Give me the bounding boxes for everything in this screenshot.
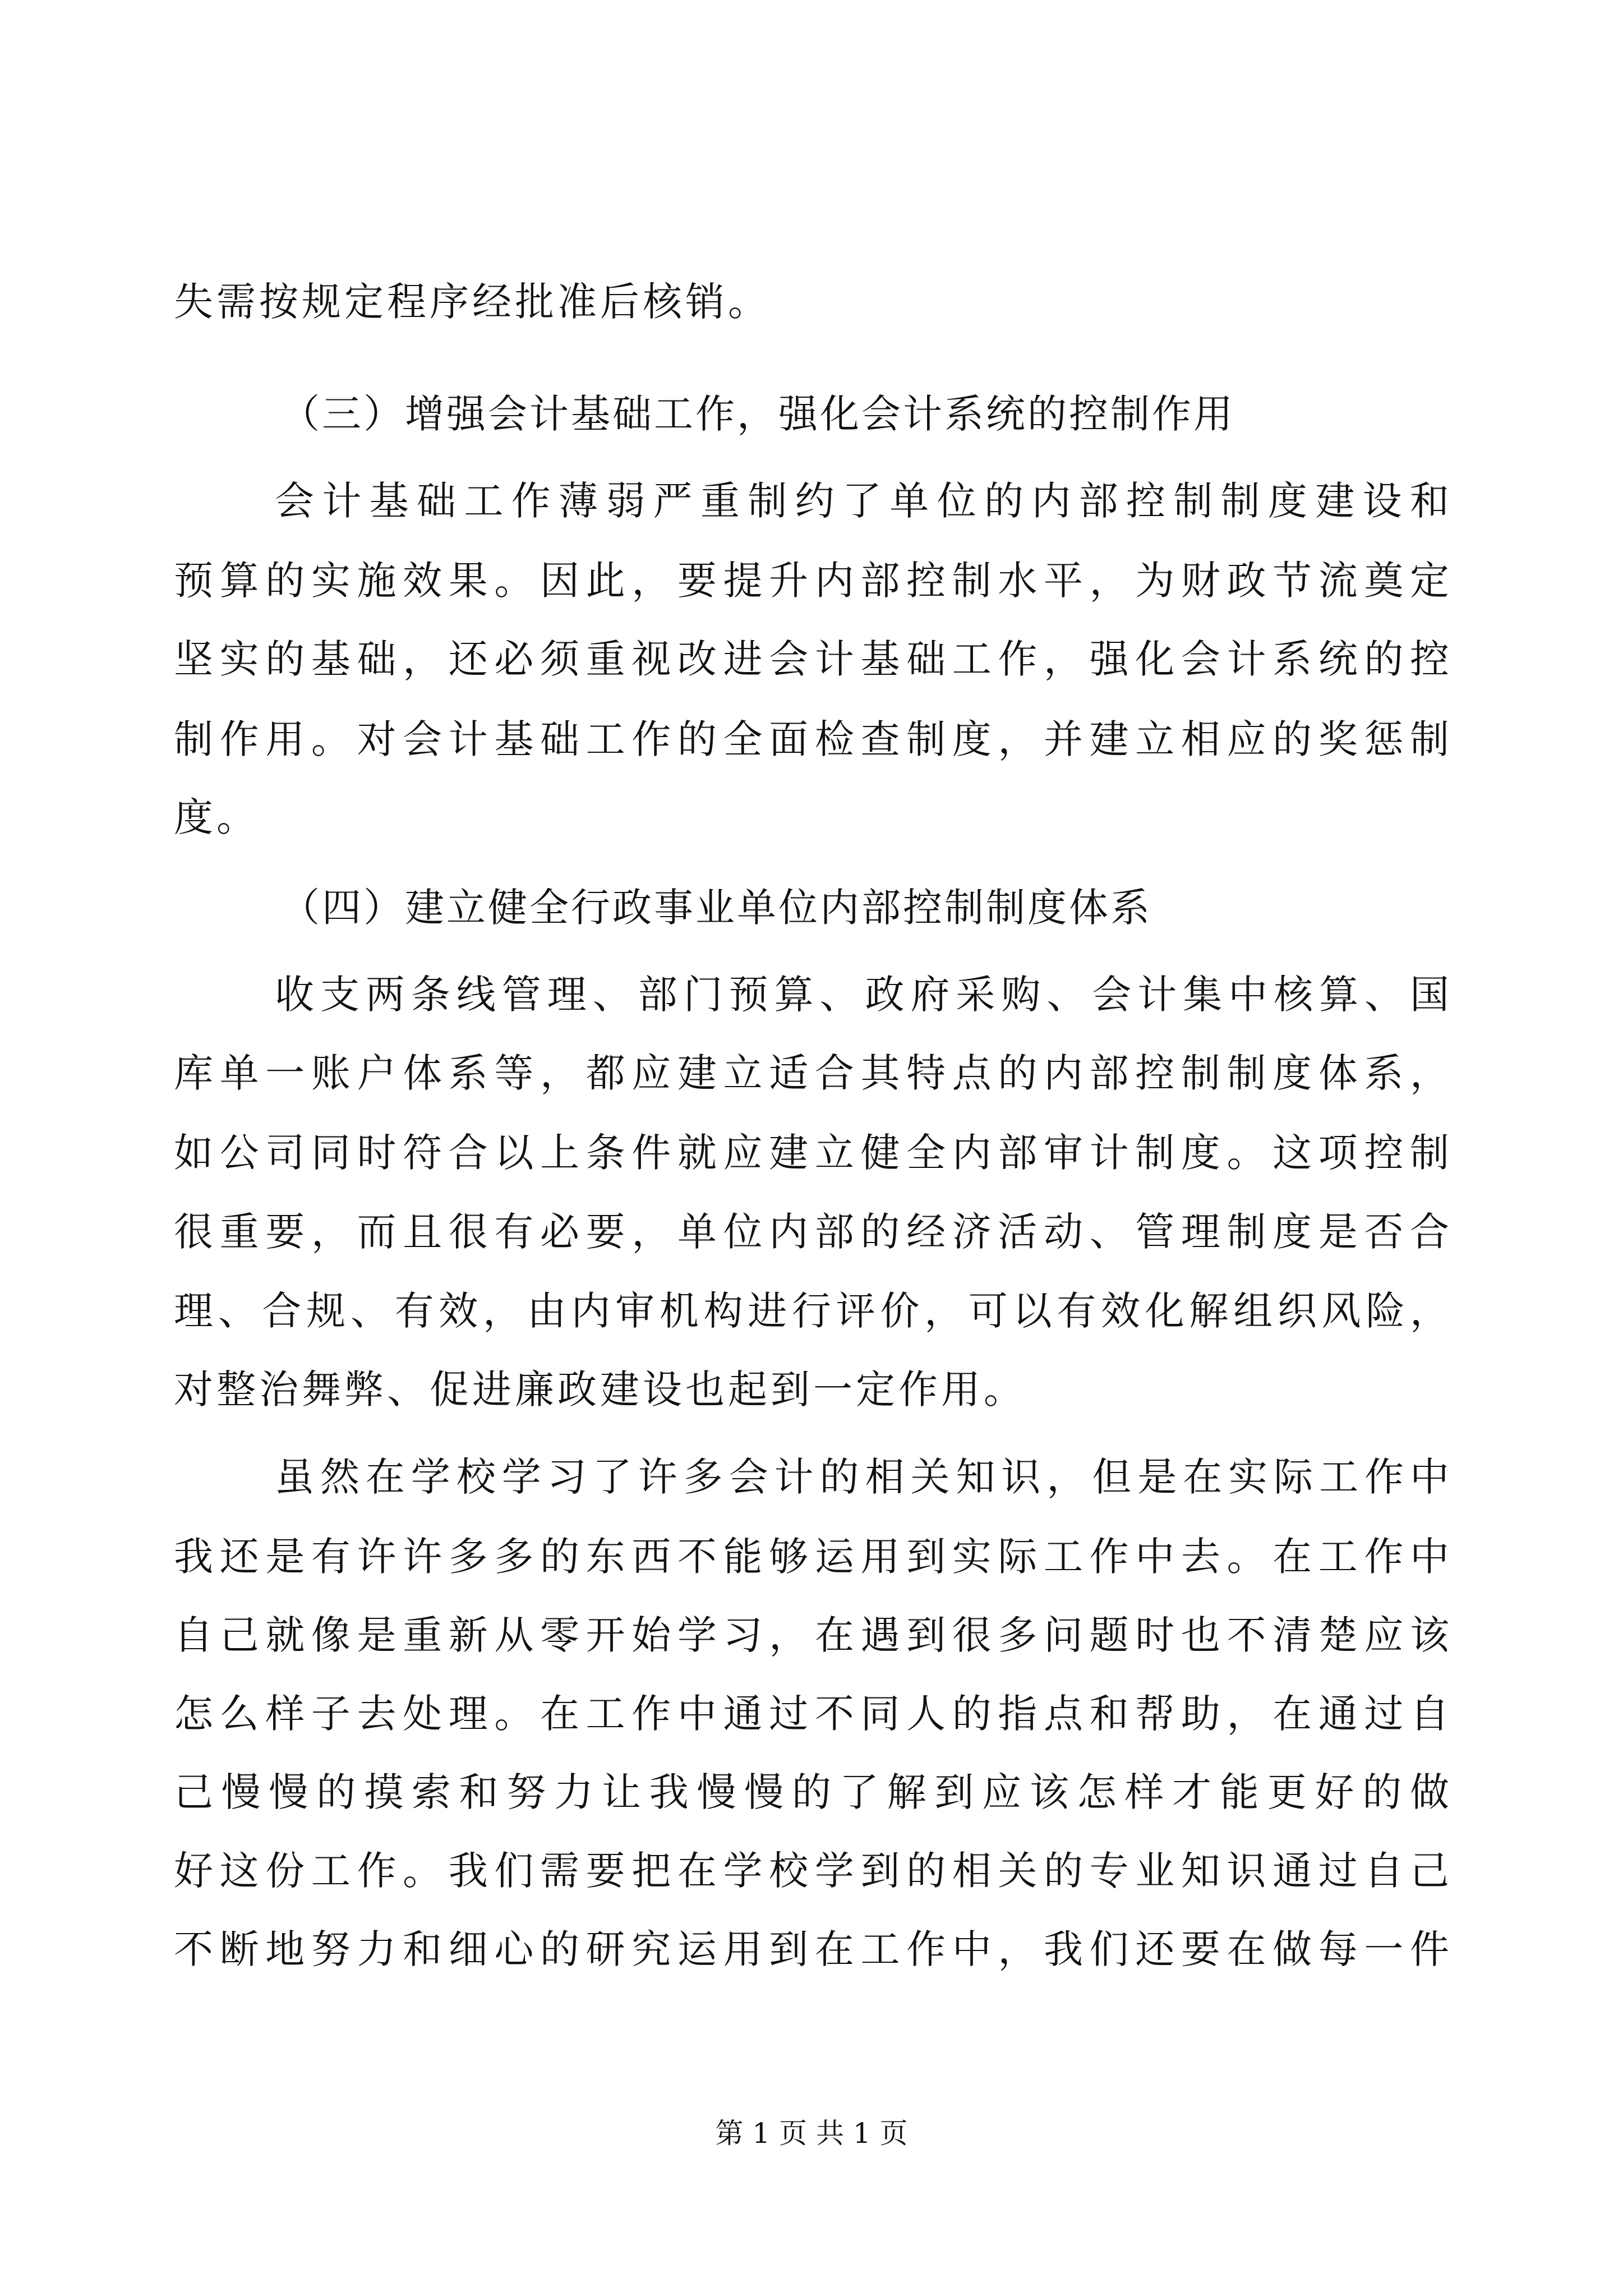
body-line: 制作用。对会计基础工作的全面检查制度，并建立相应的奖惩制 [174, 716, 1453, 762]
body-line: 对整治舞弊、促进廉政建设也起到一定作用。 [174, 1366, 1026, 1412]
page-footer: 第 1 页 共 1 页 [715, 2117, 908, 2150]
body-line: 怎么样子去处理。在工作中通过不同人的指点和帮助，在通过自 [174, 1691, 1453, 1737]
body-line: 己慢慢的摸索和努力让我慢慢的了解到应该怎样才能更好的做 [174, 1769, 1453, 1815]
body-line: 如公司同时符合以上条件就应建立健全内部审计制度。这项控制 [174, 1130, 1453, 1176]
body-line: 失需按规定程序经批准后核销。 [174, 279, 771, 325]
body-line: 自己就像是重新从零开始学习，在遇到很多问题时也不清楚应该 [174, 1612, 1453, 1658]
body-line: 虽然在学校学习了许多会计的相关知识，但是在实际工作中 [275, 1454, 1453, 1500]
section-heading-4: （四）建立健全行政事业单位内部控制制度体系 [280, 885, 1152, 931]
body-line: 收支两条线管理、部门预算、政府采购、会计集中核算、国 [275, 972, 1453, 1018]
body-line: 坚实的基础，还必须重视改进会计基础工作，强化会计系统的控 [174, 636, 1453, 682]
body-line: 会计基础工作薄弱严重制约了单位的内部控制制度建设和 [275, 478, 1453, 524]
body-line: 很重要，而且很有必要，单位内部的经济活动、管理制度是否合 [174, 1209, 1453, 1255]
body-line: 不断地努力和细心的研究运用到在工作中，我们还要在做每一件 [174, 1926, 1453, 1972]
body-line: 好这份工作。我们需要把在学校学到的相关的专业知识通过自己 [174, 1848, 1453, 1894]
body-line: 我还是有许许多多的东西不能够运用到实际工作中去。在工作中 [174, 1534, 1453, 1580]
body-line: 预算的实施效果。因此，要提升内部控制水平，为财政节流奠定 [174, 558, 1453, 604]
body-line: 库单一账户体系等，都应建立适合其特点的内部控制制度体系， [174, 1050, 1453, 1096]
section-heading-3: （三）增强会计基础工作，强化会计系统的控制作用 [280, 391, 1235, 437]
body-line: 理、合规、有效，由内审机构进行评价，可以有效化解组织风险， [174, 1288, 1453, 1334]
body-line: 度。 [174, 794, 259, 840]
